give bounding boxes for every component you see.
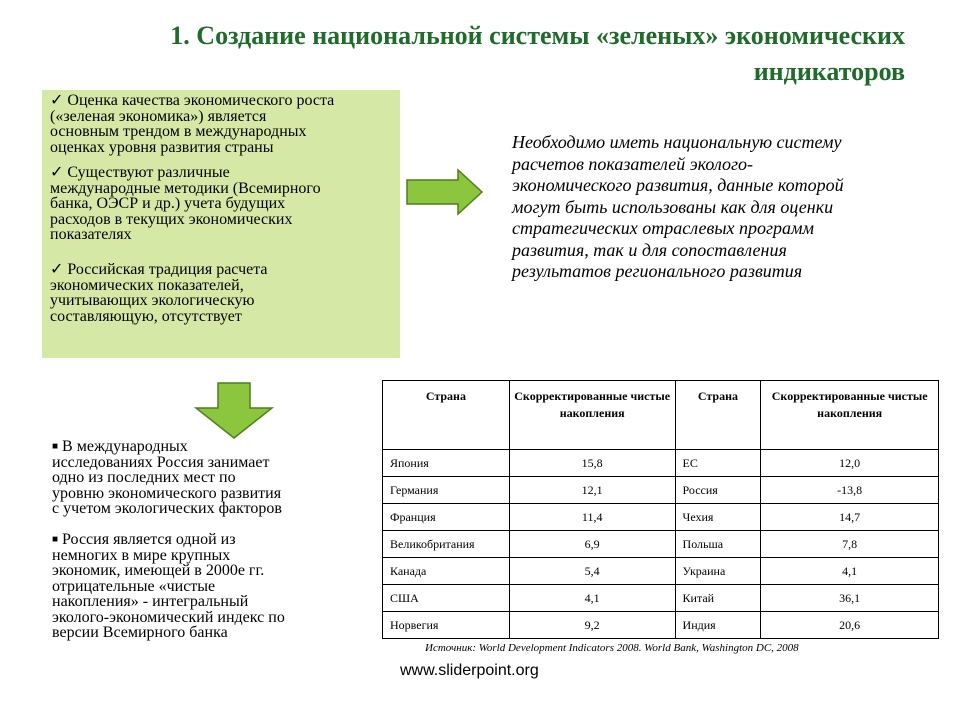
trend-item-2-line-1 <box>50 165 395 181</box>
table-row <box>383 450 939 477</box>
title-line-1: 1. Создание национальной системы «зеленых» экономических <box>170 21 905 50</box>
trend-item-2 <box>50 165 395 243</box>
finding-item-2-line-4: отрицательные «чистые <box>52 577 216 595</box>
country-cell: Чехия <box>675 504 761 531</box>
conclusion-line-6: развития, так и для сопоставления <box>512 239 787 260</box>
page-title <box>60 18 905 90</box>
finding-item-1-line-1 <box>52 439 342 455</box>
trend-item-1-line-4: оценках уровня развития страны <box>50 138 274 156</box>
conclusion-line-4: могут быть использованы как для оценки <box>512 196 834 217</box>
country-cell: Великобритания <box>383 531 510 558</box>
trend-item-2-line-5: показателях <box>50 226 132 243</box>
trend-item-1-line-2: («зеленая экономика») является <box>50 107 267 125</box>
value-cell: 12,1 <box>509 477 675 504</box>
value-cell: 7,8 <box>761 531 939 558</box>
trend-item-2-line-3: банка, ОЭСР и др.) учета будущих <box>50 195 286 212</box>
finding-item-1-line-3: одно из последних мест по <box>52 469 236 486</box>
trend-item-3 <box>50 262 395 324</box>
trends-box <box>42 90 400 358</box>
trend-text: Российская традиция расчета <box>67 261 268 278</box>
value-cell: 6,9 <box>509 531 675 558</box>
net-savings-table <box>382 380 939 639</box>
conclusion-line-3: экономического развития, данные которой <box>512 175 844 195</box>
finding-item-1-line-5: с учетом экологических факторов <box>52 500 282 517</box>
table-row <box>383 612 939 639</box>
table-source-note: Источник: World Development Indicators 2008. World Bank, Washington DC, 2008 <box>425 642 799 654</box>
conclusion-line-5: стратегических отраслевых программ <box>512 218 815 238</box>
country-cell: Польша <box>675 531 761 558</box>
square-bullet-icon: ■ <box>52 534 59 545</box>
finding-item-2-line-3: экономик, имеющей в 2000е гг. <box>52 562 265 579</box>
value-cell: 4,1 <box>761 558 939 585</box>
square-bullet-icon: ■ <box>52 441 59 452</box>
check-icon: ✓ <box>50 261 64 278</box>
finding-text: В международных <box>62 438 188 455</box>
country-cell: Франция <box>383 504 510 531</box>
trend-item-3-line-1 <box>50 262 395 278</box>
header-savings-2: Скорректированные чистые накопления <box>761 381 939 450</box>
value-cell: 5,4 <box>509 558 675 585</box>
country-cell: Индия <box>675 612 761 639</box>
finding-item-2-line-5: накопления» - интегральный <box>52 593 249 610</box>
country-cell: Китай <box>675 585 761 612</box>
trend-text: Существуют различные <box>67 164 230 181</box>
value-cell: 15,8 <box>509 450 675 477</box>
finding-item-2-line-7: версии Всемирного банка <box>52 624 228 641</box>
value-cell: 9,2 <box>509 612 675 639</box>
trend-item-1-line-1 <box>50 93 395 109</box>
arrow-right-icon <box>406 168 484 216</box>
conclusion-text <box>512 132 922 283</box>
arrow-down-icon <box>194 382 274 440</box>
country-cell: ЕС <box>675 450 761 477</box>
table-row <box>383 504 939 531</box>
country-cell: Канада <box>383 558 510 585</box>
trend-item-1 <box>50 93 395 155</box>
value-cell: 12,0 <box>761 450 939 477</box>
table-row <box>383 477 939 504</box>
finding-item-2-line-2: немногих в мире крупных <box>52 546 231 564</box>
value-cell: 14,7 <box>761 504 939 531</box>
value-cell: 4,1 <box>509 585 675 612</box>
country-cell: США <box>383 585 510 612</box>
check-icon: ✓ <box>50 164 64 181</box>
finding-item-2-line-6: эколого-экономический индекс по <box>52 608 285 626</box>
conclusion-line-2: расчетов показателей эколого- <box>512 153 754 174</box>
conclusion-line-7: результатов регионального развития <box>512 261 803 281</box>
value-cell: 36,1 <box>761 585 939 612</box>
header-country-1: Страна <box>383 381 510 450</box>
country-cell: Россия <box>675 477 761 504</box>
table-row <box>383 531 939 558</box>
trend-item-1-line-3: основным трендом в международных <box>50 123 307 140</box>
table-row <box>383 585 939 612</box>
finding-item-1-line-2: исследованиях Россия занимает <box>52 453 270 471</box>
title-line-2: индикаторов <box>753 57 905 86</box>
country-cell: Германия <box>383 477 510 504</box>
finding-item-2-line-1 <box>52 532 342 548</box>
finding-item-1-line-4: уровню экономического развития <box>52 484 282 502</box>
trend-item-3-line-4: составляющую, отсутствует <box>50 307 242 325</box>
header-country-2: Страна <box>675 381 761 450</box>
table-header-row <box>383 381 939 450</box>
value-cell: 20,6 <box>761 612 939 639</box>
site-url: www.sliderpoint.org <box>400 662 539 679</box>
finding-text: Россия является одной из <box>62 531 236 548</box>
country-cell: Япония <box>383 450 510 477</box>
trend-item-3-line-2: экономических показателей, <box>50 276 244 294</box>
country-cell: Украина <box>675 558 761 585</box>
value-cell: 11,4 <box>509 504 675 531</box>
conclusion-line-1: Необходимо иметь национальную систему <box>512 132 842 152</box>
finding-item-1 <box>52 439 342 517</box>
trend-item-2-line-4: расходов в текущих экономических <box>50 210 293 228</box>
value-cell: -13,8 <box>761 477 939 504</box>
country-cell: Норвегия <box>383 612 510 639</box>
trend-item-3-line-3: учитывающих экологическую <box>50 292 255 309</box>
finding-item-2 <box>52 532 342 641</box>
check-icon: ✓ <box>50 92 64 109</box>
table-row <box>383 558 939 585</box>
trend-item-2-line-2: международные методики (Всемирного <box>50 179 321 197</box>
trend-text: Оценка качества экономического роста <box>67 92 335 109</box>
header-savings-1: Скорректированные чистые накопления <box>509 381 675 450</box>
